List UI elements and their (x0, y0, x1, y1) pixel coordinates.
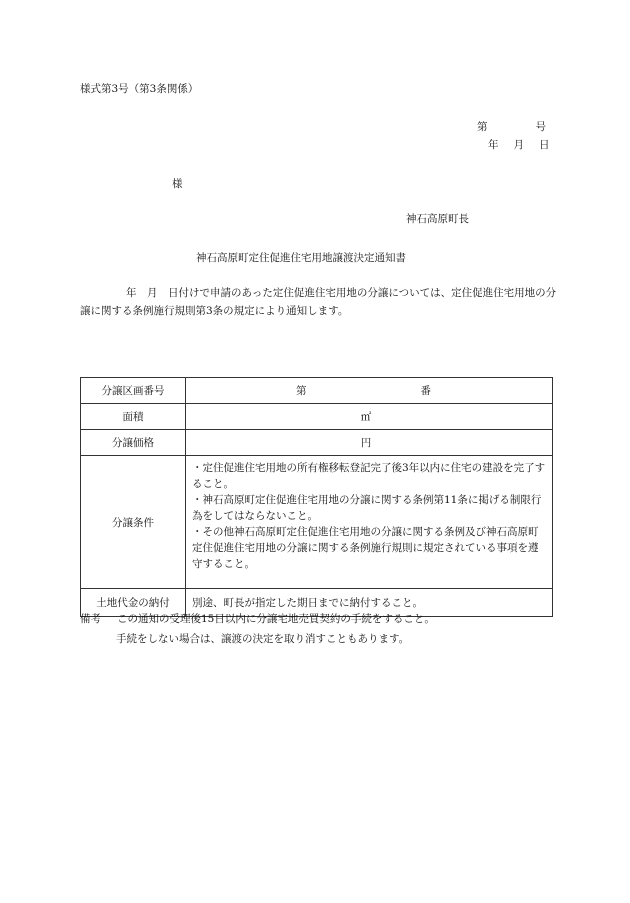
price-value (186, 430, 553, 456)
recipient-honorific: 様 (172, 178, 183, 190)
remarks-label: 備考 (80, 613, 101, 625)
date-month: 月 (513, 139, 524, 151)
document-title: 神石高原町定住促進住宅用地譲渡決定通知書 (196, 252, 406, 264)
table-row (81, 404, 553, 430)
date-year: 年 (488, 139, 499, 151)
price-label: 分譲価格 (81, 430, 186, 456)
condition-item: ・その他神石高原町定住促進住宅用地の分譲に関する条例及び神石高原町定住促進住宅用地の分譲に関する条例施行規則に規定されている事項を遵守すること。 (192, 526, 539, 570)
lot-prefix: 第 (296, 385, 307, 397)
area-value (186, 404, 553, 430)
date-day: 日 (539, 139, 550, 151)
issuer-name: 神石高原町長 (406, 213, 469, 225)
condition-item: ・神石高原町定住促進住宅用地の分譲に関する条例第11条に掲げる制限行為をしてはならないこと。 (192, 494, 542, 522)
area-unit: ㎡ (360, 411, 372, 423)
lot-suffix: 番 (420, 385, 431, 397)
table-row (81, 430, 553, 456)
area-label: 面積 (81, 404, 186, 430)
document-body: 年 月 日付けで申請のあった定住促進住宅用地の分譲については、定住促進住宅用地の分譲に関する条例施行規則第3条の規定により通知します。 (80, 287, 557, 317)
table-row (81, 456, 553, 589)
number-prefix: 第 (477, 121, 488, 133)
document-date (488, 137, 550, 152)
conditions-value (186, 456, 553, 589)
form-label: 様式第3号（第3条関係） (80, 83, 199, 95)
remarks (80, 611, 435, 626)
remarks-line-1: この通知の受理後15日以内に分譲宅地売買契約の手続をすること。 (117, 613, 435, 625)
payment-label: 土地代金の納付 (81, 589, 186, 617)
remarks-line-2: 手続をしない場合は、譲渡の決定を取り消すこともあります。 (116, 633, 410, 645)
lot-number-value (186, 378, 553, 404)
lot-info-table (80, 377, 553, 617)
number-suffix: 号 (535, 121, 546, 133)
document-number (477, 119, 546, 134)
payment-value: 別途、町長が指定した期日までに納付すること。 (186, 589, 553, 617)
price-unit: 円 (360, 437, 372, 449)
condition-item: ・定住促進住宅用地の所有権移転登記完了後3年以内に住宅の建設を完了すること。 (192, 462, 546, 490)
conditions-label: 分譲条件 (81, 456, 186, 589)
lot-number-label: 分譲区画番号 (81, 378, 186, 404)
table-row (81, 378, 553, 404)
